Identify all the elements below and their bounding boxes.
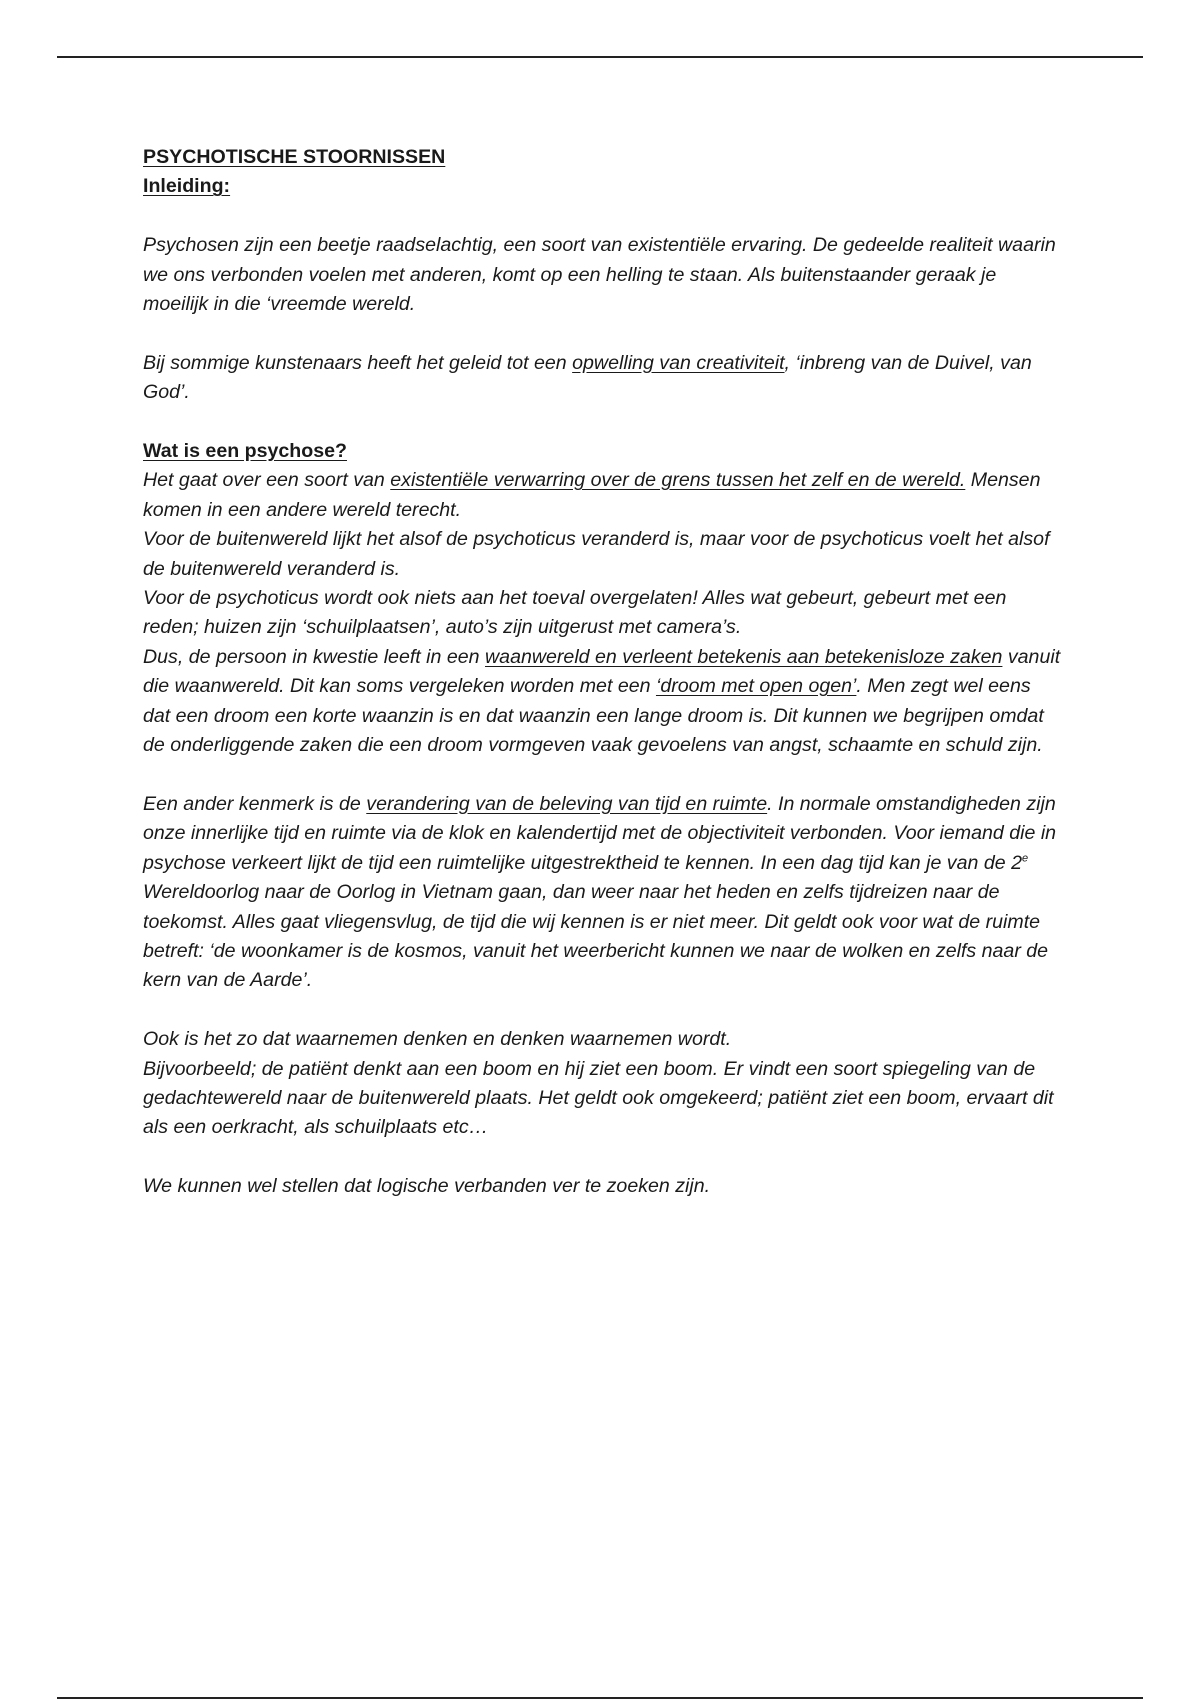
p3-text-c: Wereldoorlog naar de Oorlog in Vietnam gaan, dan weer naar het heden en zelfs tijdreizen naar de toekomst. Alles gaat vliegensvlug, de tijd die wij kennen is er niet meer. Dit geldt ook voor wat de ruimte betreft: ‘de woonkamer is de kosmos, vanuit het weerbericht kunnen we naar de wolken en zelfs naar de kern van de Aarde’. — [143, 881, 1049, 992]
paragraph-conclusion: We kunnen wel stellen dat logische verbanden ver te zoeken zijn. — [143, 1175, 711, 1198]
intro-paragraph-1: Psychosen zijn een beetje raadselachtig, een soort van existentiële ervaring. De gedeelde realiteit waarin we ons verbonden voelen met anderen, komt op een helling te staan. Als buitenstaander geraak je moeilijk in die ‘vreemde wereld. — [143, 234, 1056, 316]
s1-text-a: Het gaat over een soort van — [143, 469, 391, 492]
p4-line-2: Bijvoorbeeld; de patiënt denkt aan een boom en hij ziet een boom. Er vindt een soort spiegeling van de gedachtewereld naar de buitenwereld plaats. Het geldt ook omgekeerd; patiënt ziet een boom, ervaart dit als een oerkracht, als schuilplaats etc… — [143, 1057, 1054, 1139]
page-top-rule — [57, 56, 1143, 58]
section-line-3: Voor de psychoticus wordt ook niets aan het toeval overgelaten! Alles wat gebeurt, gebeurt met een reden; huizen zijn ‘schuilplaatsen’, auto’s zijn uitgerust met camera’s. — [143, 587, 1007, 639]
section-line-2: Voor de buitenwereld lijkt het alsof de psychoticus veranderd is, maar voor de psychoticus voelt het alsof de buitenwereld veranderd is. — [143, 528, 1050, 580]
p3-underlined: verandering van de beleving van tijd en ruimte — [366, 792, 768, 815]
heading-block — [143, 143, 1063, 202]
s4-text-b: vanuit die waanwereld. Dit kan soms vergeleken worden met een — [143, 645, 1061, 698]
intro-p2-text-a: Bij sommige kunstenaars heeft het geleid tot een — [143, 351, 573, 374]
s1-text-b: Mensen komen in een andere wereld terecht. — [143, 469, 1041, 521]
s4-underlined-1: waanwereld en verleent betekenis aan betekenisloze zaken — [485, 645, 1003, 668]
section-block — [143, 437, 1063, 760]
p3-text-a: Een ander kenmerk is de — [143, 792, 367, 815]
p3-superscript: e — [1021, 852, 1029, 865]
intro-p2-text-b: , ‘inbreng van de Duivel, van God’. — [143, 351, 1032, 404]
document-body — [143, 143, 1063, 1202]
document-title: PSYCHOTISCHE STOORNISSEN — [143, 146, 446, 168]
intro-paragraph-2 — [143, 349, 1063, 408]
section-heading: Wat is een psychose? — [143, 440, 347, 463]
paragraph-time-space — [143, 790, 1063, 996]
section-line-1 — [143, 469, 1040, 520]
s1-underlined: existentiële verwarring over de grens tussen het zelf en de wereld. — [390, 469, 966, 492]
section-line-4 — [143, 646, 1060, 756]
s4-text-c: . Men zegt wel eens dat een droom een korte waanzin is en dat waanzin een lange droom is. Dit kunnen we begrijpen omdat de onderliggende zaken die een droom vormgeven vaak gevoelens van angst, schaamte en schuld zijn. — [143, 675, 1044, 757]
s4-underlined-2: ‘droom met open ogen’ — [655, 675, 857, 698]
page-bottom-rule — [57, 1697, 1143, 1699]
s4-text-a: Dus, de persoon in kwestie leeft in een — [143, 645, 486, 668]
p4-line-1: Ook is het zo dat waarnemen denken en denken waarnemen wordt. — [143, 1028, 732, 1051]
intro-heading: Inleiding: — [143, 175, 231, 198]
intro-p2-underlined: opwelling van creativiteit — [572, 351, 785, 374]
paragraph-perception — [143, 1025, 1063, 1143]
p3-text-b: . In normale omstandigheden zijn onze innerlijke tijd en ruimte via de klok en kalendertijd met de objectiviteit verbonden. Voor iemand die in psychose verkeert lijkt de tijd een ruimtelijke uitgestrektheid te kennen. In een dag tijd kan je van de 2 — [143, 792, 1057, 874]
